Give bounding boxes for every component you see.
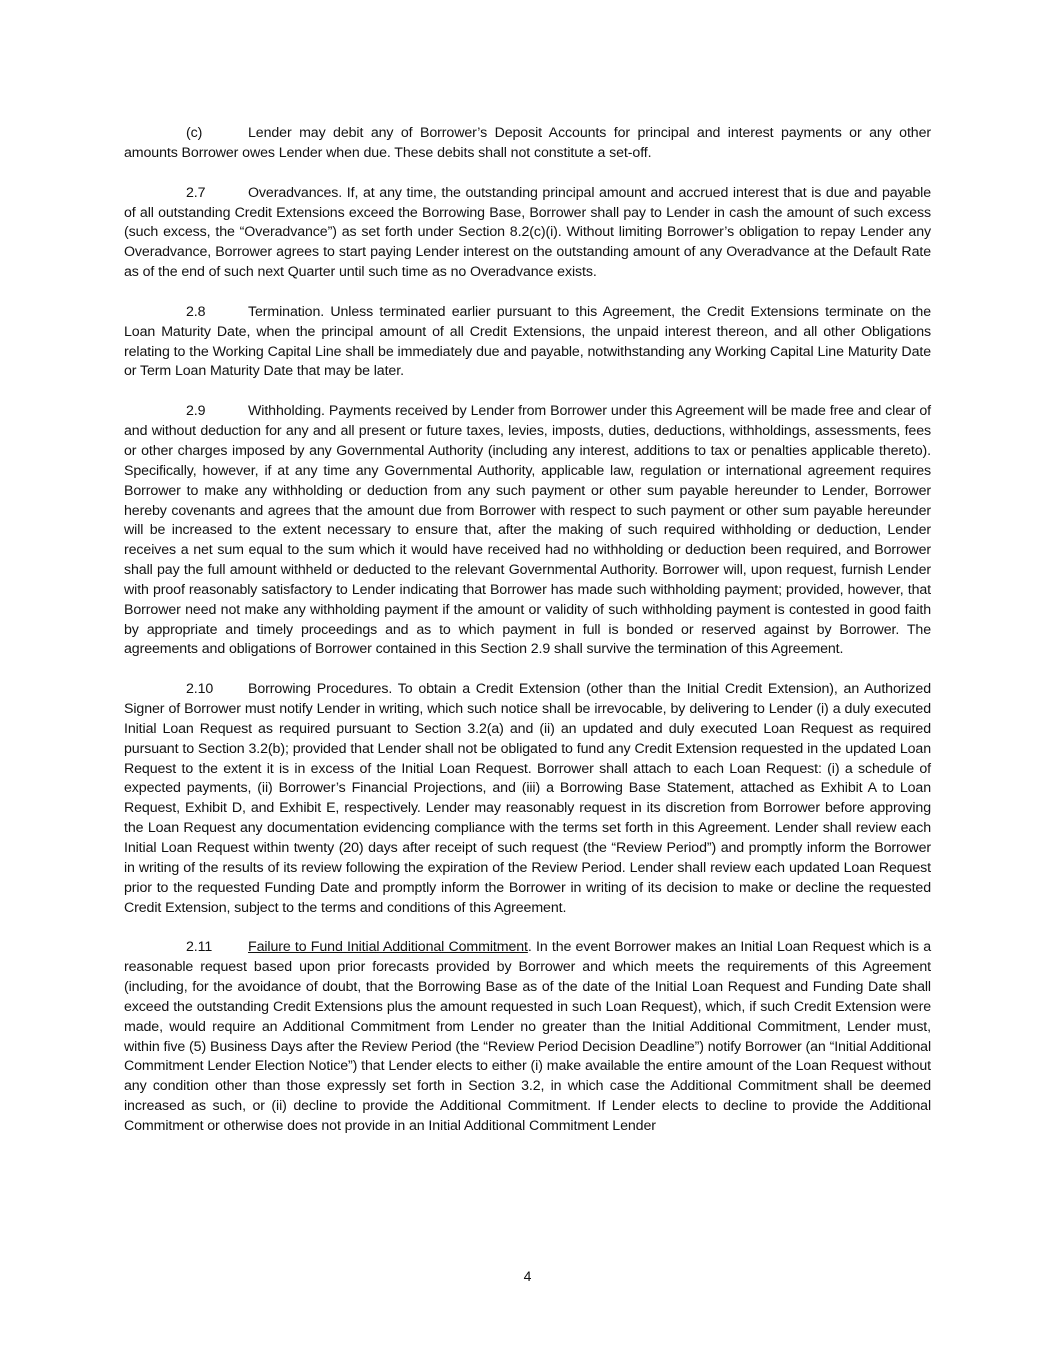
paragraph-text: Lender may debit any of Borrower’s Deposit Accounts for principal and interest payments or any other amounts Borrower owes Lender when due. These debits shall not constitute a set-off. [124, 125, 931, 161]
section-text: Unless terminated earlier pursuant to this Agreement, the Credit Extensions terminate on the Loan Maturity Date, when the principal amount of all Credit Extensions, the unpaid interest thereon, and all other Obligations relating to the Working Capital Line shall be immediately due and payable, notwithstanding any Working Capital Line Maturity Date or Term Loan Maturity Date that may be later. [124, 303, 931, 380]
section-heading: Withholding. [248, 403, 325, 420]
section-number: 2.8 [186, 303, 206, 320]
section-number: 2.10 [186, 681, 214, 698]
section-number: 2.9 [186, 403, 206, 420]
paragraph-number: (c) [186, 125, 203, 141]
section-2-7 [124, 184, 931, 283]
section-text: To obtain a Credit Extension (other than the Initial Credit Extension), an Authorized Signer of Borrower must notify Lender in writing, which such notice shall be irrevocable, by delivering to Lender (i) a duly executed Initial Loan Request as required pursuant to Section 3.2(a) and (ii) an updated and duly executed Loan Request as required pursuant to Section 3.2(b); provided that Lender shall not be obligated to fund any Credit Extension requested in the updated Loan Request to the extent it is in excess of the Initial Loan Request. Borrower shall attach to each Loan Request: (i) a schedule of expected payments, (ii) Borrower’s Financial Projections, and (iii) a Borrowing Base Statement, attached as Exhibit A to Loan Request, Exhibit D, and Exhibit E, respectively. Lender may reasonably request in its discretion from Borrower before approving the Loan Request any documentation evidencing compliance with the terms set forth in this Agreement. Lender shall review each Initial Loan Request within twenty (20) days after receipt of such request (the “Review Period”) and promptly inform the Borrower in writing of the results of its review following the expiration of the Review Period. Lender shall review each updated Loan Request prior to the requested Funding Date and promptly inform the Borrower in writing of its decision to make or decline the requested Credit Extension, subject to the terms and conditions of this Agreement. [124, 681, 931, 916]
page-number: 4 [523, 1268, 532, 1284]
section-heading: Termination. [248, 303, 325, 320]
section-text: If, at any time, the outstanding principal amount and accrued interest that is due and payable of all outstanding Credit Extensions exceed the Borrowing Base, Borrower shall pay to Lender in cash the amount of such excess (such excess, the “Overadvance”) as set forth under Section 8.2(c)(i). Without limiting Borrower’s obligation to repay Lender any Overadvance, Borrower agrees to start paying Lender interest on the outstanding amount of any Overadvance at the Default Rate as of the end of such next Quarter until such time as no Overadvance exists. [124, 184, 931, 281]
section-2-9 [124, 402, 931, 660]
document-body [124, 124, 931, 1157]
section-2-8 [124, 303, 931, 382]
section-number: 2.7 [186, 184, 206, 201]
paragraph-c [124, 124, 931, 164]
section-number: 2.11 [186, 939, 213, 956]
section-2-11 [124, 938, 931, 1136]
section-text: . In the event Borrower makes an Initial Loan Request which is a reasonable request based upon prior forecasts provided by Borrower and which meets the requirements of this Agreement (including, for the avoidance of doubt, that the Borrowing Base as of the date of the Initial Loan Request and Funding Date shall exceed the outstanding Credit Extensions plus the amount requested in such Loan Request), which, if such Credit Extension were made, would require an Additional Commitment from Lender no greater than the Initial Additional Commitment, Lender must, within five (5) Business Days after the Review Period (the “Review Period Decision Deadline”) notify Borrower (an “Initial Additional Commitment Lender Election Notice”) that Lender elects to either (i) make available the entire amount of the Loan Request without any condition other than those expressly set forth in Section 3.2, in which case the Additional Commitment shall be deemed increased as such, or (ii) decline to provide the Additional Commitment. If Lender elects to decline to provide the Additional Commitment or otherwise does not provide in an Initial Additional Commitment Lender [124, 939, 931, 1134]
section-heading: Overadvances. [248, 184, 343, 201]
section-heading: Borrowing Procedures. [248, 681, 393, 698]
section-heading: Failure to Fund Initial Additional Commitment [248, 939, 528, 956]
section-2-10 [124, 680, 931, 918]
section-text: Payments received by Lender from Borrower under this Agreement will be made free and clear of and without deduction for any and all present or future taxes, levies, imposts, duties, deductions, withholdings, assessments, fees or other charges imposed by any Governmental Authority (including any interest, additions to tax or penalties applicable thereto). Specifically, however, if at any time any Governmental Authority, applicable law, regulation or international agreement requires Borrower to make any withholding or deduction from any such payment or other sum payable hereunder to Lender, Borrower hereby covenants and agrees that the amount due from Borrower with respect to such payment or other sum payable hereunder will be increased to the extent necessary to ensure that, after the making of such required withholding or deduction, Lender receives a net sum equal to the sum which it would have received had no withholding or deduction been required, and Borrower shall pay the full amount withheld or deducted to the relevant Governmental Authority. Borrower will, upon request, furnish Lender with proof reasonably satisfactory to Lender indicating that Borrower has made such withholding payment; provided, however, that Borrower need not make any withholding payment if the amount or validity of such withholding payment is contested in good faith by appropriate and timely proceedings and as to which payment in full is bonded or reserved against by Borrower. The agreements and obligations of Borrower contained in this Section 2.9 shall survive the termination of this Agreement. [124, 403, 931, 658]
